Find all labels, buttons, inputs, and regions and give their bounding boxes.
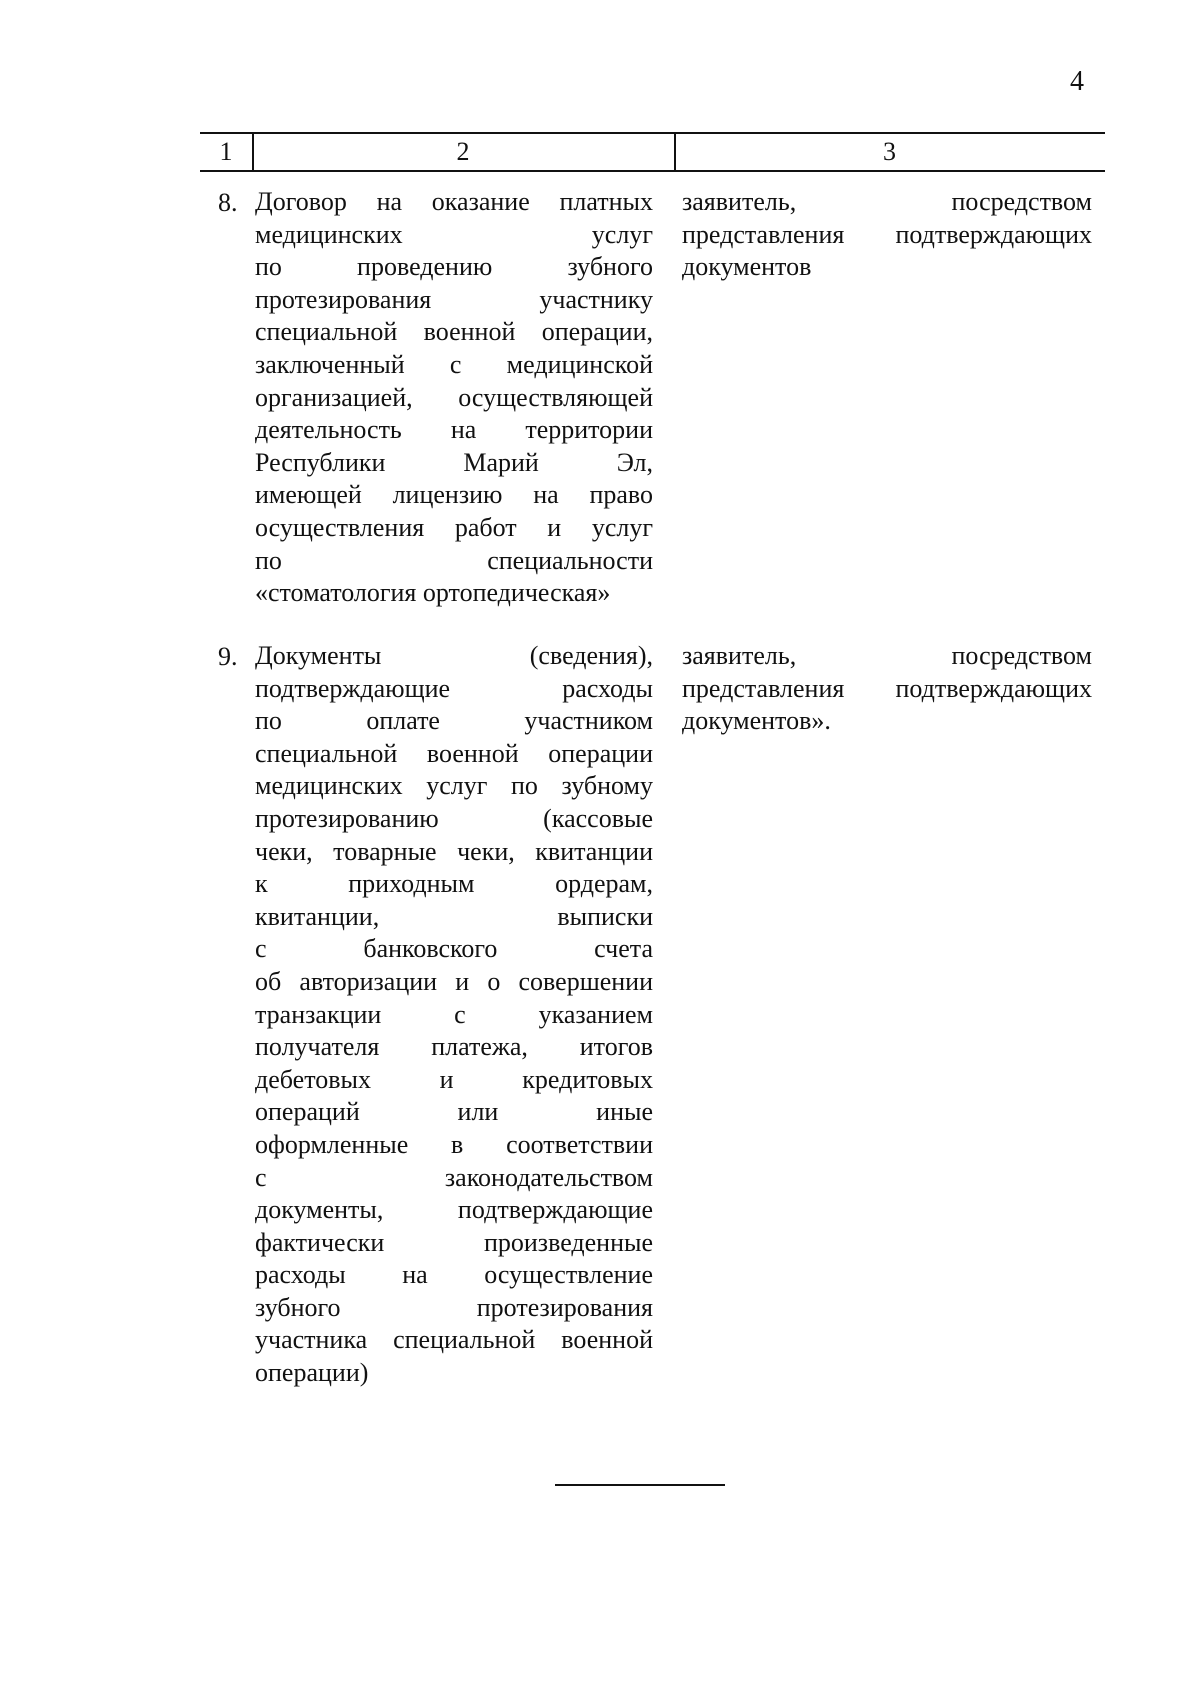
text-line: с банковского счета — [255, 934, 653, 964]
text-line: чеки, товарные чеки, квитанции — [255, 836, 653, 866]
column-header-2: 2 — [456, 137, 470, 166]
text-line: заявитель, посредством — [682, 187, 1092, 216]
text-line: операций или иные — [255, 1097, 653, 1127]
text-line: деятельность на территории — [255, 415, 653, 445]
text-line: расходы на осуществление — [255, 1260, 653, 1290]
text-line: протезирования участнику — [255, 284, 653, 314]
text-line: заявитель, посредством — [682, 641, 1092, 670]
text-line: об авторизации и о совершении — [255, 966, 653, 996]
text-line: представления подтверждающих — [682, 219, 1092, 249]
text-line: фактически произведенные — [255, 1227, 653, 1257]
text-line: «стоматология ортопедическая» — [255, 578, 611, 608]
table-header-row — [200, 132, 1105, 172]
text-line: медицинских услуг по зубному — [255, 771, 653, 801]
text-line: имеющей лицензию на право — [255, 480, 653, 510]
text-line: по специальности — [255, 545, 653, 575]
column-header-3: 3 — [883, 137, 896, 166]
text-line: документы, подтверждающие — [255, 1195, 653, 1225]
text-line: квитанции, выписки — [255, 901, 653, 931]
text-line: дебетовых и кредитовых — [255, 1064, 653, 1094]
text-line: представления подтверждающих — [682, 673, 1092, 703]
text-line: протезированию (кассовые — [255, 803, 653, 833]
text-line: подтверждающие расходы — [255, 673, 653, 703]
text-line: Договор на оказание платных — [255, 187, 653, 216]
text-line: транзакции с указанием — [255, 999, 653, 1029]
text-line: документов». — [682, 706, 831, 736]
row-source-text — [682, 186, 1092, 284]
text-line: операции) — [255, 1358, 369, 1388]
row-document-text — [255, 640, 653, 1390]
text-line: участника специальной военной — [255, 1325, 653, 1355]
row-number: 9. — [218, 642, 238, 671]
text-line: специальной военной операции, — [255, 317, 653, 347]
row-document-text — [255, 186, 653, 610]
text-line: специальной военной операции — [255, 738, 653, 768]
text-line: зубного протезирования — [255, 1292, 653, 1322]
text-line: по оплате участником — [255, 706, 653, 736]
page-number: 4 — [1070, 66, 1084, 97]
text-line: Документы (сведения), — [255, 641, 653, 670]
text-line: осуществления работ и услуг — [255, 512, 653, 542]
text-line: документов — [682, 252, 812, 282]
text-line: с законодательством — [255, 1162, 653, 1192]
row-number: 8. — [218, 188, 238, 217]
text-line: по проведению зубного — [255, 252, 653, 282]
closing-rule — [555, 1484, 725, 1486]
text-line: оформленные в соответствии — [255, 1129, 653, 1159]
text-line: получателя платежа, итогов — [255, 1032, 653, 1062]
row-source-text — [682, 640, 1092, 738]
text-line: заключенный с медицинской — [255, 349, 653, 379]
text-line: медицинских услуг — [255, 219, 653, 249]
text-line: Республики Марий Эл, — [255, 447, 653, 477]
text-line: организацией, осуществляющей — [255, 382, 653, 412]
column-header-1: 1 — [219, 137, 233, 166]
text-line: к приходным ордерам, — [255, 869, 653, 899]
